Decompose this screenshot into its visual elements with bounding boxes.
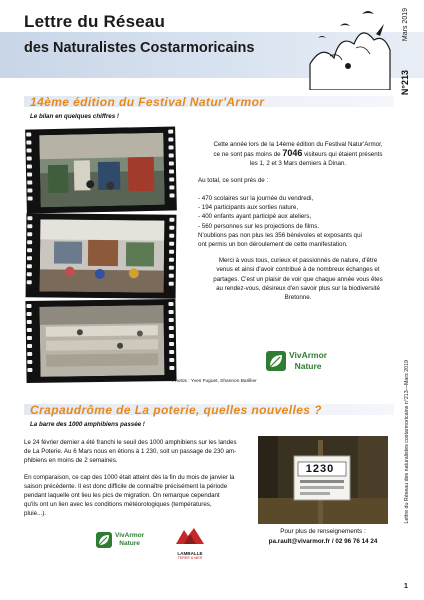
article2-title: Crapaudrôme de La poterie, quelles nouvelles ? — [30, 403, 322, 417]
bird-landscape-illustration — [300, 4, 392, 90]
photo-film-strip — [18, 122, 190, 384]
issue-number: N°213 — [400, 70, 410, 96]
lamballe-logo: LAMBALLE TERRE & MER — [170, 526, 210, 556]
film-frame-1 — [25, 126, 177, 213]
article1-subtitle: Le bilan en quelques chiffres ! — [30, 113, 119, 120]
film-holes-right — [168, 129, 176, 201]
issue-date: Mars 2019 — [402, 8, 409, 42]
leaf-icon — [96, 532, 112, 548]
crapaudrome-sign-photo — [258, 436, 388, 524]
lamballe-mark-icon — [170, 526, 210, 546]
article2-paragraph-2: En comparaison, ce cap des 1000 était atteint dès la fin du mois de janvier la saison précédente. Il est donc difficile de connaître précisément la période pendant laquelle ont lieu les pics de migration. On remarque cependant qu'ils ont un lien avec les conditions météorologiques (températures, pluie...). — [24, 473, 235, 518]
film-frame-2 — [26, 213, 177, 299]
vivarmor-logo: VivArmor Nature — [266, 350, 327, 372]
newsletter-title: Lettre du Réseau — [24, 12, 166, 31]
festival-photo-2 — [40, 219, 165, 292]
contact-details: pa.rault@vivarmor.fr / 02 96 76 14 24 — [268, 538, 378, 545]
vivarmor-logo-small: VivArmor Nature — [96, 532, 144, 548]
article2-subtitle: La barre des 1000 amphibiens passée ! — [30, 421, 145, 428]
newsletter-header — [0, 0, 424, 96]
page-number: 1 — [404, 583, 408, 590]
film-holes-left — [26, 132, 34, 204]
article1-thanks: Merci à vous tous, curieux et passionnés de nature, d'être venus et ainsi d'avoir contribué à de nombreux échanges et partages. C'est un plaisir de voir que chaque année vous êtes au rendez-vous, désireux d'en savoir plus sur la biodiversité Bretonne. — [213, 257, 383, 302]
sign-counter: 1230 — [305, 463, 335, 475]
article1-stats: Au total, ce sont près de : - 470 scolaires sur la journée du vendredi, - 194 participants aux sorties nature, - 400 enfants ayant participé aux ateliers, - 560 personnes sur les projections de films. N'oublions pas non plus les 356 bénévoles et exposants qui ont permis un bon déroulement de cette manifestation. — [198, 176, 362, 249]
article2-paragraph-1: Le 24 février dernier a été franchi le seuil des 1000 amphibiens sur les landes de La Poterie. Au 6 Mars nous en étions à 1 230, soit un passage de 230 am- phibiens en moins de 2 semaines. — [24, 439, 237, 465]
festival-photo-1 — [39, 133, 164, 208]
article2-body — [24, 438, 252, 526]
leaf-icon — [266, 351, 286, 371]
festival-photo-3 — [40, 305, 165, 377]
photo-credits: Photos : Yves Fuguet, Shannon Barillier — [172, 379, 257, 384]
contact-info: Pour plus de renseignements : pa.rault@vivarmor.fr / 02 96 76 14 24 — [258, 527, 388, 547]
visitor-count: 7046 — [282, 148, 303, 159]
article1-body — [198, 140, 398, 309]
newsletter-subtitle: des Naturalistes Costarmoricains — [24, 40, 255, 56]
article1-intro: Cette année lors de la 14ème édition du Festival Natur'Armor, ce ne sont pas moins de 7046 visiteurs qui étaient présents les 1, 2 et 3 Mars derniers à Dinan. — [213, 141, 383, 168]
film-frame-3 — [25, 299, 176, 383]
side-footer-text: Lettre du Réseau des naturalistes costarmoricains n°213—Mars 2019 — [404, 360, 410, 524]
article1-title: 14ème édition du Festival Natur'Armor — [30, 95, 265, 109]
